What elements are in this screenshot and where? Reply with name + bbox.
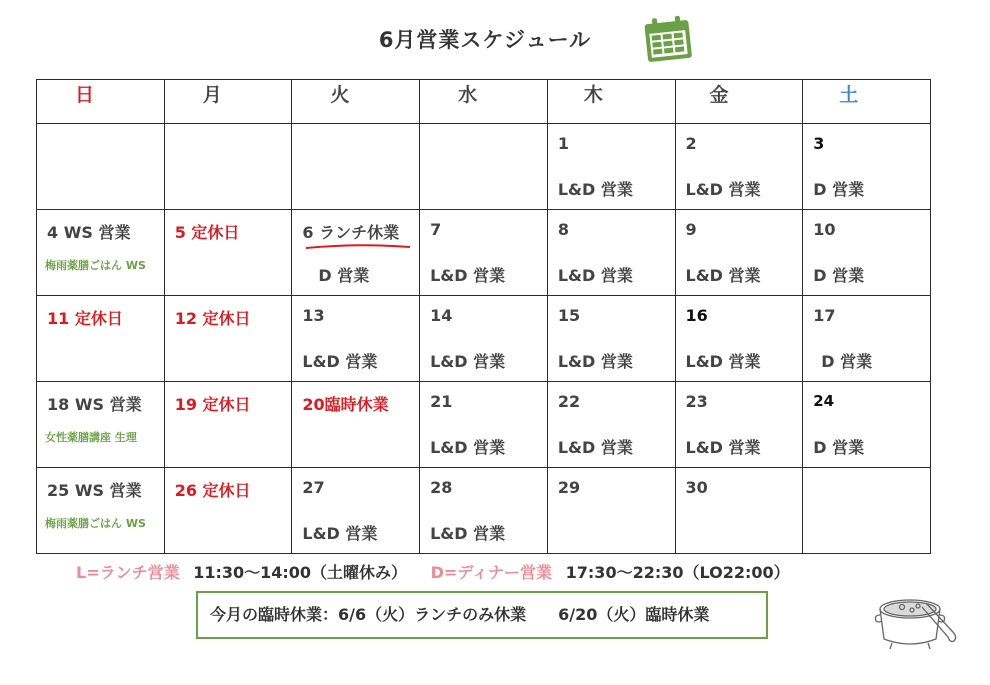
temporary-closure-notice: 今月の臨時休業：6/6（火）ランチのみ休業 6/20（火）臨時休業 [196,591,768,639]
week-row [37,296,931,382]
day-cell [803,296,931,382]
weekday-wednesday: 水 [420,80,548,124]
day-status: L&D 営業 [302,524,378,543]
day-number: 30 [685,478,708,497]
lunch-hours: 11:30〜14:00（土曜休み） [193,563,408,582]
day-cell [37,382,165,468]
day-cell [675,382,803,468]
day-number: 20臨時休業 [302,395,389,414]
day-number: 1 [557,134,569,153]
day-status: D 営業 [813,266,865,285]
day-cell [420,468,548,554]
day-status: D 営業 [813,438,865,457]
week-row [37,468,931,554]
day-status: D 営業 [318,266,370,285]
day-cell [164,296,292,382]
day-cell [547,210,675,296]
day-number: 24 [813,392,835,410]
day-cell [803,382,931,468]
week-row [37,382,931,468]
day-cell [547,382,675,468]
day-number: 22 [557,392,581,411]
day-number: 21 [430,392,453,411]
week-row [37,124,931,210]
day-status: L&D 営業 [557,438,633,457]
day-cell [420,382,548,468]
day-status: L&D 営業 [302,352,378,371]
day-cell [803,210,931,296]
weekday-tuesday: 火 [292,80,420,124]
day-status: D 営業 [813,180,865,199]
day-cell [675,296,803,382]
day-number: 13 [302,306,325,325]
day-cell [420,210,548,296]
day-cell [547,468,675,554]
day-status: D 営業 [821,352,873,371]
day-number: 25 WS 営業 [47,481,142,500]
day-cell [675,210,803,296]
day-number: 18 WS 営業 [47,395,142,414]
day-cell [547,124,675,210]
day-cell [164,210,292,296]
event-label: 梅雨薬膳ごはん WS [45,517,146,530]
day-status: L&D 営業 [430,266,506,285]
day-number: 9 [685,220,697,239]
day-cell [803,124,931,210]
business-hours-legend [76,560,790,583]
day-cell [37,468,165,554]
day-number: 19 定休日 [174,395,251,414]
day-status: L&D 営業 [685,266,761,285]
day-number: 5 定休日 [174,223,240,242]
day-cell [675,468,803,554]
day-status: L&D 営業 [557,266,633,285]
weekday-monday: 月 [164,80,292,124]
day-cell [292,124,420,210]
day-cell [292,210,420,296]
day-number: 14 [430,306,453,325]
schedule-calendar [36,79,931,554]
week-row [37,210,931,296]
event-label: 梅雨薬膳ごはん WS [45,259,146,272]
day-cell [292,296,420,382]
day-number: 4 WS 営業 [47,223,131,242]
day-cell [292,382,420,468]
day-number: 15 [557,306,581,325]
day-number: 27 [302,478,325,497]
day-status: L&D 営業 [430,438,506,457]
day-number: 17 [813,306,836,325]
page-title: 6月営業スケジュール [378,28,592,52]
day-number: 3 [813,134,825,153]
event-label: 女性薬膳講座 生理 [45,431,137,444]
day-cell [675,124,803,210]
red-underline [304,242,412,254]
day-number: 23 [685,392,708,411]
weekday-friday: 金 [675,80,803,124]
day-cell [164,468,292,554]
day-number: 16 [685,306,708,325]
day-status: L&D 営業 [557,352,633,371]
weekday-header-row [37,80,931,124]
day-status: L&D 営業 [430,524,506,543]
dinner-hours: 17:30〜22:30（LO22:00） [565,563,790,582]
day-cell [37,210,165,296]
day-cell [420,296,548,382]
day-cell [292,468,420,554]
day-cell [420,124,548,210]
day-number: 11 定休日 [47,309,123,328]
soup-pot-icon [872,585,962,657]
day-cell [547,296,675,382]
calendar-icon [640,12,696,66]
day-number: 10 [813,220,836,239]
day-number: 8 [557,220,569,239]
day-number: 7 [430,220,442,239]
weekday-sunday: 日 [37,80,165,124]
day-number: 26 定休日 [174,481,251,500]
day-number: 12 定休日 [174,309,251,328]
day-cell [37,124,165,210]
day-number: 29 [557,478,581,497]
day-number: 2 [685,134,697,153]
day-status: L&D 営業 [557,180,633,199]
day-status: L&D 営業 [685,438,761,457]
day-cell [803,468,931,554]
day-number: 6 ランチ休業 [302,223,400,242]
weekday-saturday: 土 [803,80,931,124]
day-status: L&D 営業 [685,352,761,371]
day-cell [164,382,292,468]
day-status: L&D 営業 [430,352,506,371]
day-number: 28 [430,478,453,497]
day-cell [37,296,165,382]
day-cell [164,124,292,210]
weekday-thursday: 木 [547,80,675,124]
day-status: L&D 営業 [685,180,761,199]
lunch-label: L=ランチ営業 [76,563,180,582]
dinner-label: D=ディナー営業 [430,563,553,582]
